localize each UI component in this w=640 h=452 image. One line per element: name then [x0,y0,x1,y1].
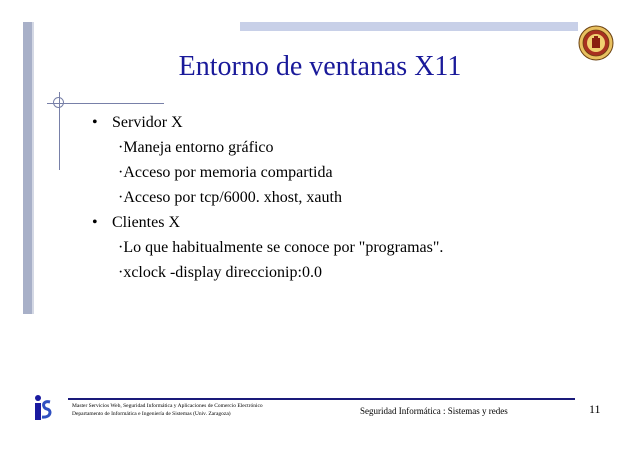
department-logo-icon [32,392,52,422]
bullet-label: Servidor X [112,114,183,131]
left-decorative-bar [23,22,32,314]
top-decorative-bar [240,22,578,31]
bullet-item [90,110,610,135]
left-bar-shadow [32,22,34,314]
sub-item: ·Maneja entorno gráfico [118,139,274,156]
guide-line-horizontal [47,103,164,104]
bullet-icon: • [92,114,98,131]
footer-institution [72,402,263,418]
footer-divider [68,398,575,400]
footer-course: Seguridad Informática : Sistemas y redes [360,406,508,416]
sub-item: ·Acceso por tcp/6000. xhost, xauth [118,189,342,206]
footer-line-2: Departamento de Informática e Ingeniería de Sistemas (Univ. Zaragoza) [72,411,231,417]
university-seal-icon [578,25,614,61]
bullet-item [90,210,610,235]
slide-title: Entorno de ventanas X11 [178,51,462,82]
sub-item: ·xclock -display direccionip:0.0 [118,264,322,281]
page-number: 11 [589,402,601,416]
footer-line-1: Master Servicios Web, Seguridad Informática y Aplicaciones de Comercio Electrónico [72,403,263,409]
bullet-label: Clientes X [112,214,180,231]
bullet-icon: • [92,214,98,231]
slide-content [90,110,610,285]
sub-item: ·Acceso por memoria compartida [118,164,333,181]
sub-item: ·Lo que habitualmente se conoce por "programas". [118,239,444,256]
crosshair-icon [53,97,64,108]
